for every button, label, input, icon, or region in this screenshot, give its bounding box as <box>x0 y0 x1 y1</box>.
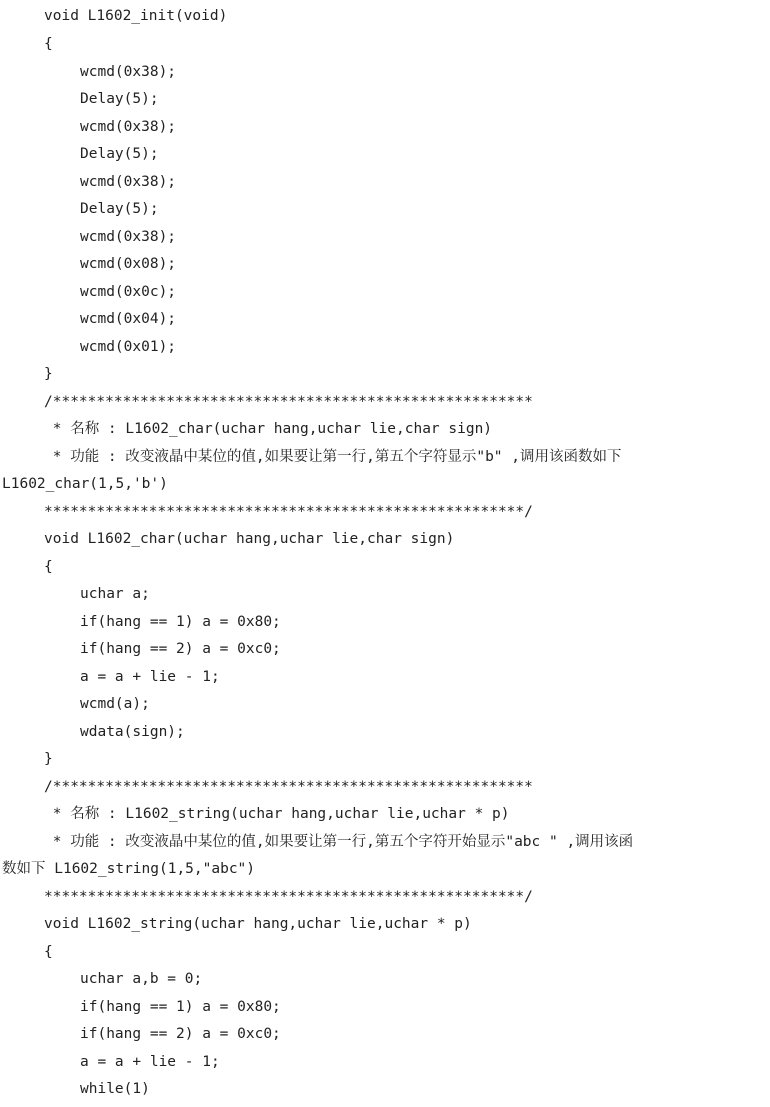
code-line: wcmd(0x38); <box>80 174 177 190</box>
comment-line: * 功能 : 改变液晶中某位的值,如果要让第一行,第五个字符显示"b" ,调用该函数如下 <box>44 449 622 465</box>
code-line: uchar a,b = 0; <box>80 971 203 987</box>
code-line: a = a + lie - 1; <box>80 1054 220 1070</box>
comment-line: * 名称 : L1602_char(uchar hang,uchar lie,char sign) <box>44 421 493 437</box>
comment-line: * 功能 : 改变液晶中某位的值,如果要让第一行,第五个字符开始显示"abc " ,调用该函 <box>44 834 634 850</box>
code-line: a = a + lie - 1; <box>80 669 220 685</box>
comment-line: 数如下 L1602_string(1,5,"abc") <box>2 861 256 877</box>
code-line: { <box>44 559 53 575</box>
code-line: void L1602_char(uchar hang,uchar lie,char sign) <box>44 531 455 547</box>
code-line: wcmd(a); <box>80 696 150 712</box>
code-line: if(hang == 2) a = 0xc0; <box>80 641 281 657</box>
code-line: } <box>44 366 53 382</box>
code-line: while(1) <box>80 1081 150 1097</box>
code-line: { <box>44 36 53 52</box>
code-line: uchar a; <box>80 586 150 602</box>
code-line: Delay(5); <box>80 201 159 217</box>
code-line: wcmd(0x01); <box>80 339 177 355</box>
comment-line: *******************************************************/ <box>44 889 533 905</box>
code-line: { <box>44 944 53 960</box>
code-line: wcmd(0x0c); <box>80 284 177 300</box>
code-line: if(hang == 2) a = 0xc0; <box>80 1026 281 1042</box>
comment-line: * 名称 : L1602_string(uchar hang,uchar lie,uchar * p) <box>44 806 510 822</box>
code-line: if(hang == 1) a = 0x80; <box>80 614 281 630</box>
code-line: Delay(5); <box>80 91 159 107</box>
code-line: Delay(5); <box>80 146 159 162</box>
code-line: wcmd(0x04); <box>80 311 177 327</box>
comment-line: /******************************************************* <box>44 394 533 410</box>
comment-line: /******************************************************* <box>44 779 533 795</box>
code-line: wcmd(0x38); <box>80 229 177 245</box>
comment-line: L1602_char(1,5,'b') <box>2 476 168 492</box>
code-line: wcmd(0x38); <box>80 64 177 80</box>
code-line: wdata(sign); <box>80 724 185 740</box>
code-line: void L1602_init(void) <box>44 8 228 24</box>
code-line: if(hang == 1) a = 0x80; <box>80 999 281 1015</box>
comment-line: *******************************************************/ <box>44 504 533 520</box>
code-line: wcmd(0x08); <box>80 256 177 272</box>
code-line: void L1602_string(uchar hang,uchar lie,uchar * p) <box>44 916 472 932</box>
code-line: wcmd(0x38); <box>80 119 177 135</box>
code-line: } <box>44 751 53 767</box>
